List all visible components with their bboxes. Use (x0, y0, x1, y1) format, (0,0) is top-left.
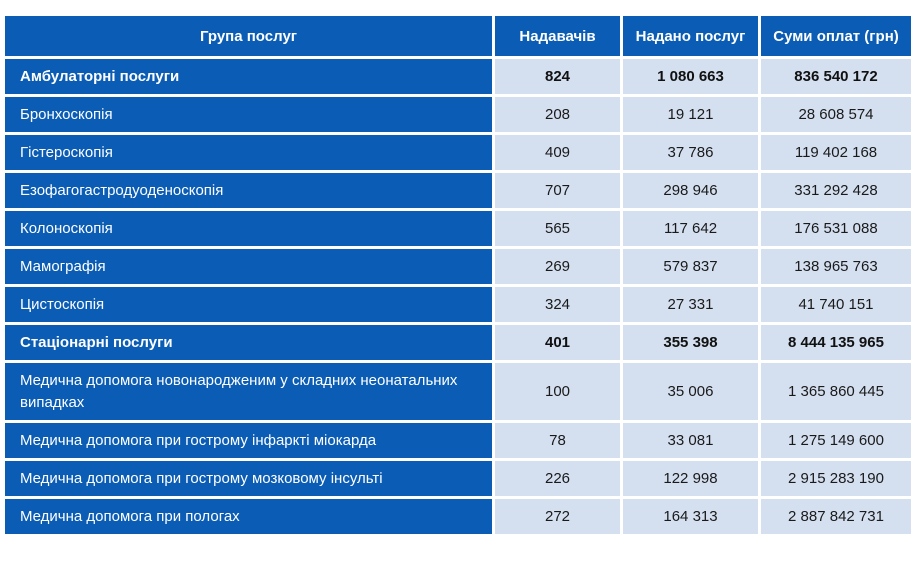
row-name: Бронхоскопія (5, 97, 495, 135)
row-name: Медична допомога при гострому мозковому інсульті (5, 461, 495, 499)
row-services: 579 837 (623, 249, 761, 287)
table-row (5, 423, 911, 461)
row-services: 355 398 (623, 325, 761, 363)
row-providers: 409 (495, 135, 623, 173)
header-service-group: Група послуг (5, 16, 495, 59)
row-name: Мамографія (5, 249, 495, 287)
row-providers: 208 (495, 97, 623, 135)
row-payments: 8 444 135 965 (761, 325, 911, 363)
row-payments: 176 531 088 (761, 211, 911, 249)
row-providers: 707 (495, 173, 623, 211)
row-providers: 401 (495, 325, 623, 363)
row-payments: 1 365 860 445 (761, 363, 911, 423)
row-name: Езофагогастродуоденоскопія (5, 173, 495, 211)
table-row (5, 325, 911, 363)
row-payments: 138 965 763 (761, 249, 911, 287)
header-services: Надано послуг (623, 16, 761, 59)
header-providers: Надавачів (495, 16, 623, 59)
row-providers: 78 (495, 423, 623, 461)
table-row (5, 97, 911, 135)
table-row (5, 59, 911, 97)
services-table-container (5, 16, 911, 537)
row-services: 1 080 663 (623, 59, 761, 97)
row-payments: 28 608 574 (761, 97, 911, 135)
row-services: 27 331 (623, 287, 761, 325)
row-providers: 324 (495, 287, 623, 325)
row-name: Колоноскопія (5, 211, 495, 249)
row-services: 164 313 (623, 499, 761, 537)
table-row (5, 211, 911, 249)
row-payments: 119 402 168 (761, 135, 911, 173)
row-name: Стаціонарні послуги (5, 325, 495, 363)
table-row (5, 287, 911, 325)
row-providers: 226 (495, 461, 623, 499)
table-row (5, 135, 911, 173)
table-row (5, 363, 911, 423)
row-name: Амбулаторні послуги (5, 59, 495, 97)
row-name: Медична допомога при гострому інфаркті міокарда (5, 423, 495, 461)
row-name: Медична допомога при пологах (5, 499, 495, 537)
row-services: 35 006 (623, 363, 761, 423)
header-payments: Суми оплат (грн) (761, 16, 911, 59)
row-services: 298 946 (623, 173, 761, 211)
row-payments: 2 915 283 190 (761, 461, 911, 499)
table-row (5, 461, 911, 499)
row-providers: 824 (495, 59, 623, 97)
table-header-row (5, 16, 911, 59)
row-services: 19 121 (623, 97, 761, 135)
row-name: Цистоскопія (5, 287, 495, 325)
row-providers: 272 (495, 499, 623, 537)
table-row (5, 499, 911, 537)
row-providers: 100 (495, 363, 623, 423)
row-payments: 2 887 842 731 (761, 499, 911, 537)
row-services: 117 642 (623, 211, 761, 249)
row-payments: 331 292 428 (761, 173, 911, 211)
table-row (5, 173, 911, 211)
row-services: 37 786 (623, 135, 761, 173)
row-payments: 41 740 151 (761, 287, 911, 325)
row-services: 33 081 (623, 423, 761, 461)
row-name: Гістероскопія (5, 135, 495, 173)
row-providers: 269 (495, 249, 623, 287)
row-providers: 565 (495, 211, 623, 249)
table-row (5, 249, 911, 287)
row-payments: 836 540 172 (761, 59, 911, 97)
services-table (5, 16, 911, 537)
row-name: Медична допомога новонародженим у складних неонатальних випадках (5, 363, 495, 423)
row-services: 122 998 (623, 461, 761, 499)
row-payments: 1 275 149 600 (761, 423, 911, 461)
